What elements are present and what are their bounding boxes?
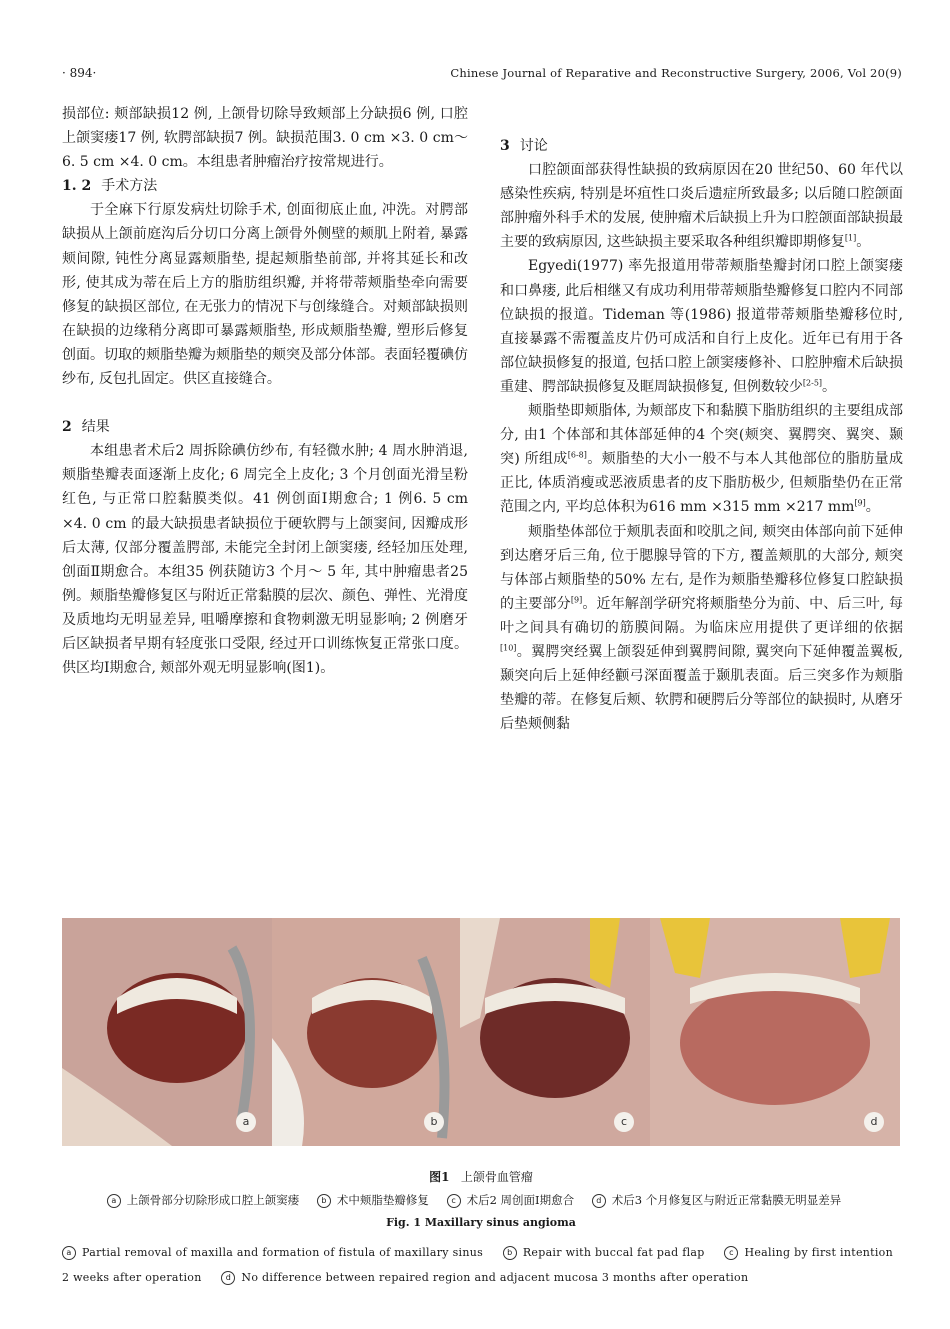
photo-image bbox=[650, 918, 900, 1146]
journal-header: Chinese Journal of Reparative and Reconstructive Surgery, 2006, Vol 20(9) bbox=[450, 66, 902, 80]
figure-caption-cn-title: 图1 上颌骨血管瘤 bbox=[429, 1170, 533, 1184]
right-column bbox=[500, 134, 903, 736]
photo-panel-a bbox=[62, 918, 272, 1146]
photo-panel-d bbox=[650, 918, 900, 1146]
figure-photos bbox=[62, 918, 900, 1146]
page-number: · 894· bbox=[62, 66, 97, 80]
panel-label: c bbox=[614, 1112, 634, 1132]
panel-label: b bbox=[424, 1112, 444, 1132]
section-heading-1-2: 1. 2 手术方法 bbox=[62, 178, 158, 195]
citation: [10] bbox=[500, 643, 517, 653]
citation: [2-5] bbox=[802, 378, 823, 388]
photo-panel-b bbox=[272, 918, 460, 1146]
figure-caption-en-items: a Partial removal of maxilla and formation of fistula of maxillary sinus b Repair with buccal fat pad flap c Healing by first intention 2 weeks after operation d No difference between repaired region and adjacent mucosa 3 months after operation bbox=[62, 1246, 893, 1284]
figure-caption-en-title: Fig. 1 Maxillary sinus angioma bbox=[386, 1216, 576, 1229]
panel-label: d bbox=[864, 1112, 884, 1132]
photo-panel-c bbox=[460, 918, 650, 1146]
citation: [1] bbox=[844, 233, 857, 243]
paragraph: 本组患者术后2 周拆除碘仿纱布, 有轻微水肿; 4 周水肿消退, 颊脂垫瓣表面逐渐上皮化; 6 周完全上皮化; 3 个月创面光滑呈粉红色, 与正常口腔黏膜类似。41 例创面Ⅰ期愈合; 1 例6. 5 cm ×4. 0 cm 的最大缺损患者缺损位于硬软腭与上颌窦间, 因瓣成形后太薄, 仅部分覆盖腭部, 未能完全封闭上颌窦瘘, 经轻加压处理, 创面Ⅱ期愈合。本组35 例获随访3 个月～ 5 年, 其中肿瘤患者25 例。颊脂垫瓣修复区与附近正常黏膜的层次、颜色、弹性、光滑度及质地均无明显差异, 咀嚼摩擦和食物刺激无明显影响; 2 例磨牙后区缺损者早期有轻度张口受限, 经过开口训练恢复正常张口度。供区均Ⅰ期愈合, 颊部外观无明显影响(图1)。 bbox=[62, 443, 468, 677]
paragraph: Egyedi(1977) 率先报道用带蒂颊脂垫瓣封闭口腔上颌窦瘘和口鼻瘘, 此后相继又有成功利用带蒂颊脂垫瓣修复口腔内不同部位缺损的报道。Tideman 等(1986) 报道带蒂颊脂垫瓣移位时, 直接暴露不需覆盖皮片仍可成活和自行上皮化。近年已有用于各部位缺损修复的报道, 包括口腔上颌窦瘘修补、口腔肿瘤术后缺损重建、腭部缺损修复及眶周缺损修复, 但例数较少[2-5]。 bbox=[500, 258, 903, 395]
citation: [9] bbox=[854, 498, 866, 508]
paragraph: 损部位: 颊部缺损12 例, 上颌骨切除导致颊部上分缺损6 例, 口腔上颌窦瘘17 例, 软腭部缺损7 例。缺损范围3. 0 cm ×3. 0 cm～ 6. 5 cm ×4. 0 cm。本组患者肿瘤治疗按常规进行。 bbox=[62, 106, 468, 171]
paragraph: 颊脂垫体部位于颊肌表面和咬肌之间, 颊突由体部向前下延伸到达磨牙后三角, 位于腮腺导管的下方, 覆盖颊肌的大部分, 颊突与体部占颊脂垫的50% 左右, 是作为颊脂垫瓣移位修复口腔缺损的主要部分[9]。近年解剖学研究将颊脂垫分为前、中、后三叶, 每叶之间具有确切的筋膜间隔。为临床应用提供了更详细的依据[10]。翼腭突经翼上颌裂延伸到翼腭间隙, 翼突向下延伸覆盖翼板, 颞突向后上延伸经颧弓深面覆盖于颞肌表面。后三突多作为颊脂垫瓣的蒂。在修复后颊、软腭和硬腭后分等部位的缺损时, 从磨牙后垫颊侧黏 bbox=[500, 523, 904, 733]
paragraph: 口腔颌面部获得性缺损的致病原因在20 世纪50、60 年代以感染性疾病, 特别是坏疽性口炎后遗症所致最多; 以后随口腔颌面部肿瘤外科手术的发展, 使肿瘤术后缺损上升为口腔颌面部缺损最主要的致病原因, 这些缺损主要采取各种组织瓣即期修复[1]。 bbox=[500, 162, 903, 251]
section-heading-3: 3 讨论 bbox=[500, 138, 548, 154]
citation: [9] bbox=[570, 595, 583, 605]
photo-image bbox=[62, 918, 272, 1146]
panel-label: a bbox=[236, 1112, 256, 1132]
paragraph: 于全麻下行原发病灶切除手术, 创面彻底止血, 冲洗。对腭部缺损从上颌前庭沟后分切口分离上颌骨外侧壁的颊肌上附着, 暴露颊间隙, 钝性分离显露颊脂垫, 提起颊脂垫前部, 并将其延长和改形, 使其成为蒂在后上方的脂肪组织瓣, 并将带蒂颊脂垫牵向需要修复的缺损区部位, 在无张力的情况下与创缘缝合。对颊部缺损则在缺损的边缘稍分离即可暴露颊脂垫, 形成颊脂垫瓣, 塑形后修复创面。切取的颊脂垫瓣为颊脂垫的颊突及部分体部。表面轻覆碘仿纱布, 反包扎固定。供区直接缝合。 bbox=[62, 202, 468, 388]
paragraph: 颊脂垫即颊脂体, 为颊部皮下和黏膜下脂肪组织的主要组成部分, 由1 个体部和其体部延伸的4 个突(颊突、翼腭突、翼突、颞突) 所组成[6-8]。颊脂垫的大小一般不与本人其他部位的脂肪量成正比, 体质消瘦或恶液质患者的皮下脂肪极少, 但颊脂垫仍在正常范围之内, 平均总体积为616 mm ×315 mm ×217 mm[9]。 bbox=[500, 403, 903, 516]
section-heading-2: 2 结果 bbox=[62, 419, 110, 436]
left-column bbox=[62, 102, 468, 680]
figure-caption-cn-items: a 上颌骨部分切除形成口腔上颌窦瘘 b 术中颊脂垫瓣修复 c 术后2 周创面Ⅰ期愈合 d 术后3 个月修复区与附近正常黏膜无明显差异 bbox=[62, 1192, 900, 1208]
citation: [6-8] bbox=[567, 450, 587, 460]
